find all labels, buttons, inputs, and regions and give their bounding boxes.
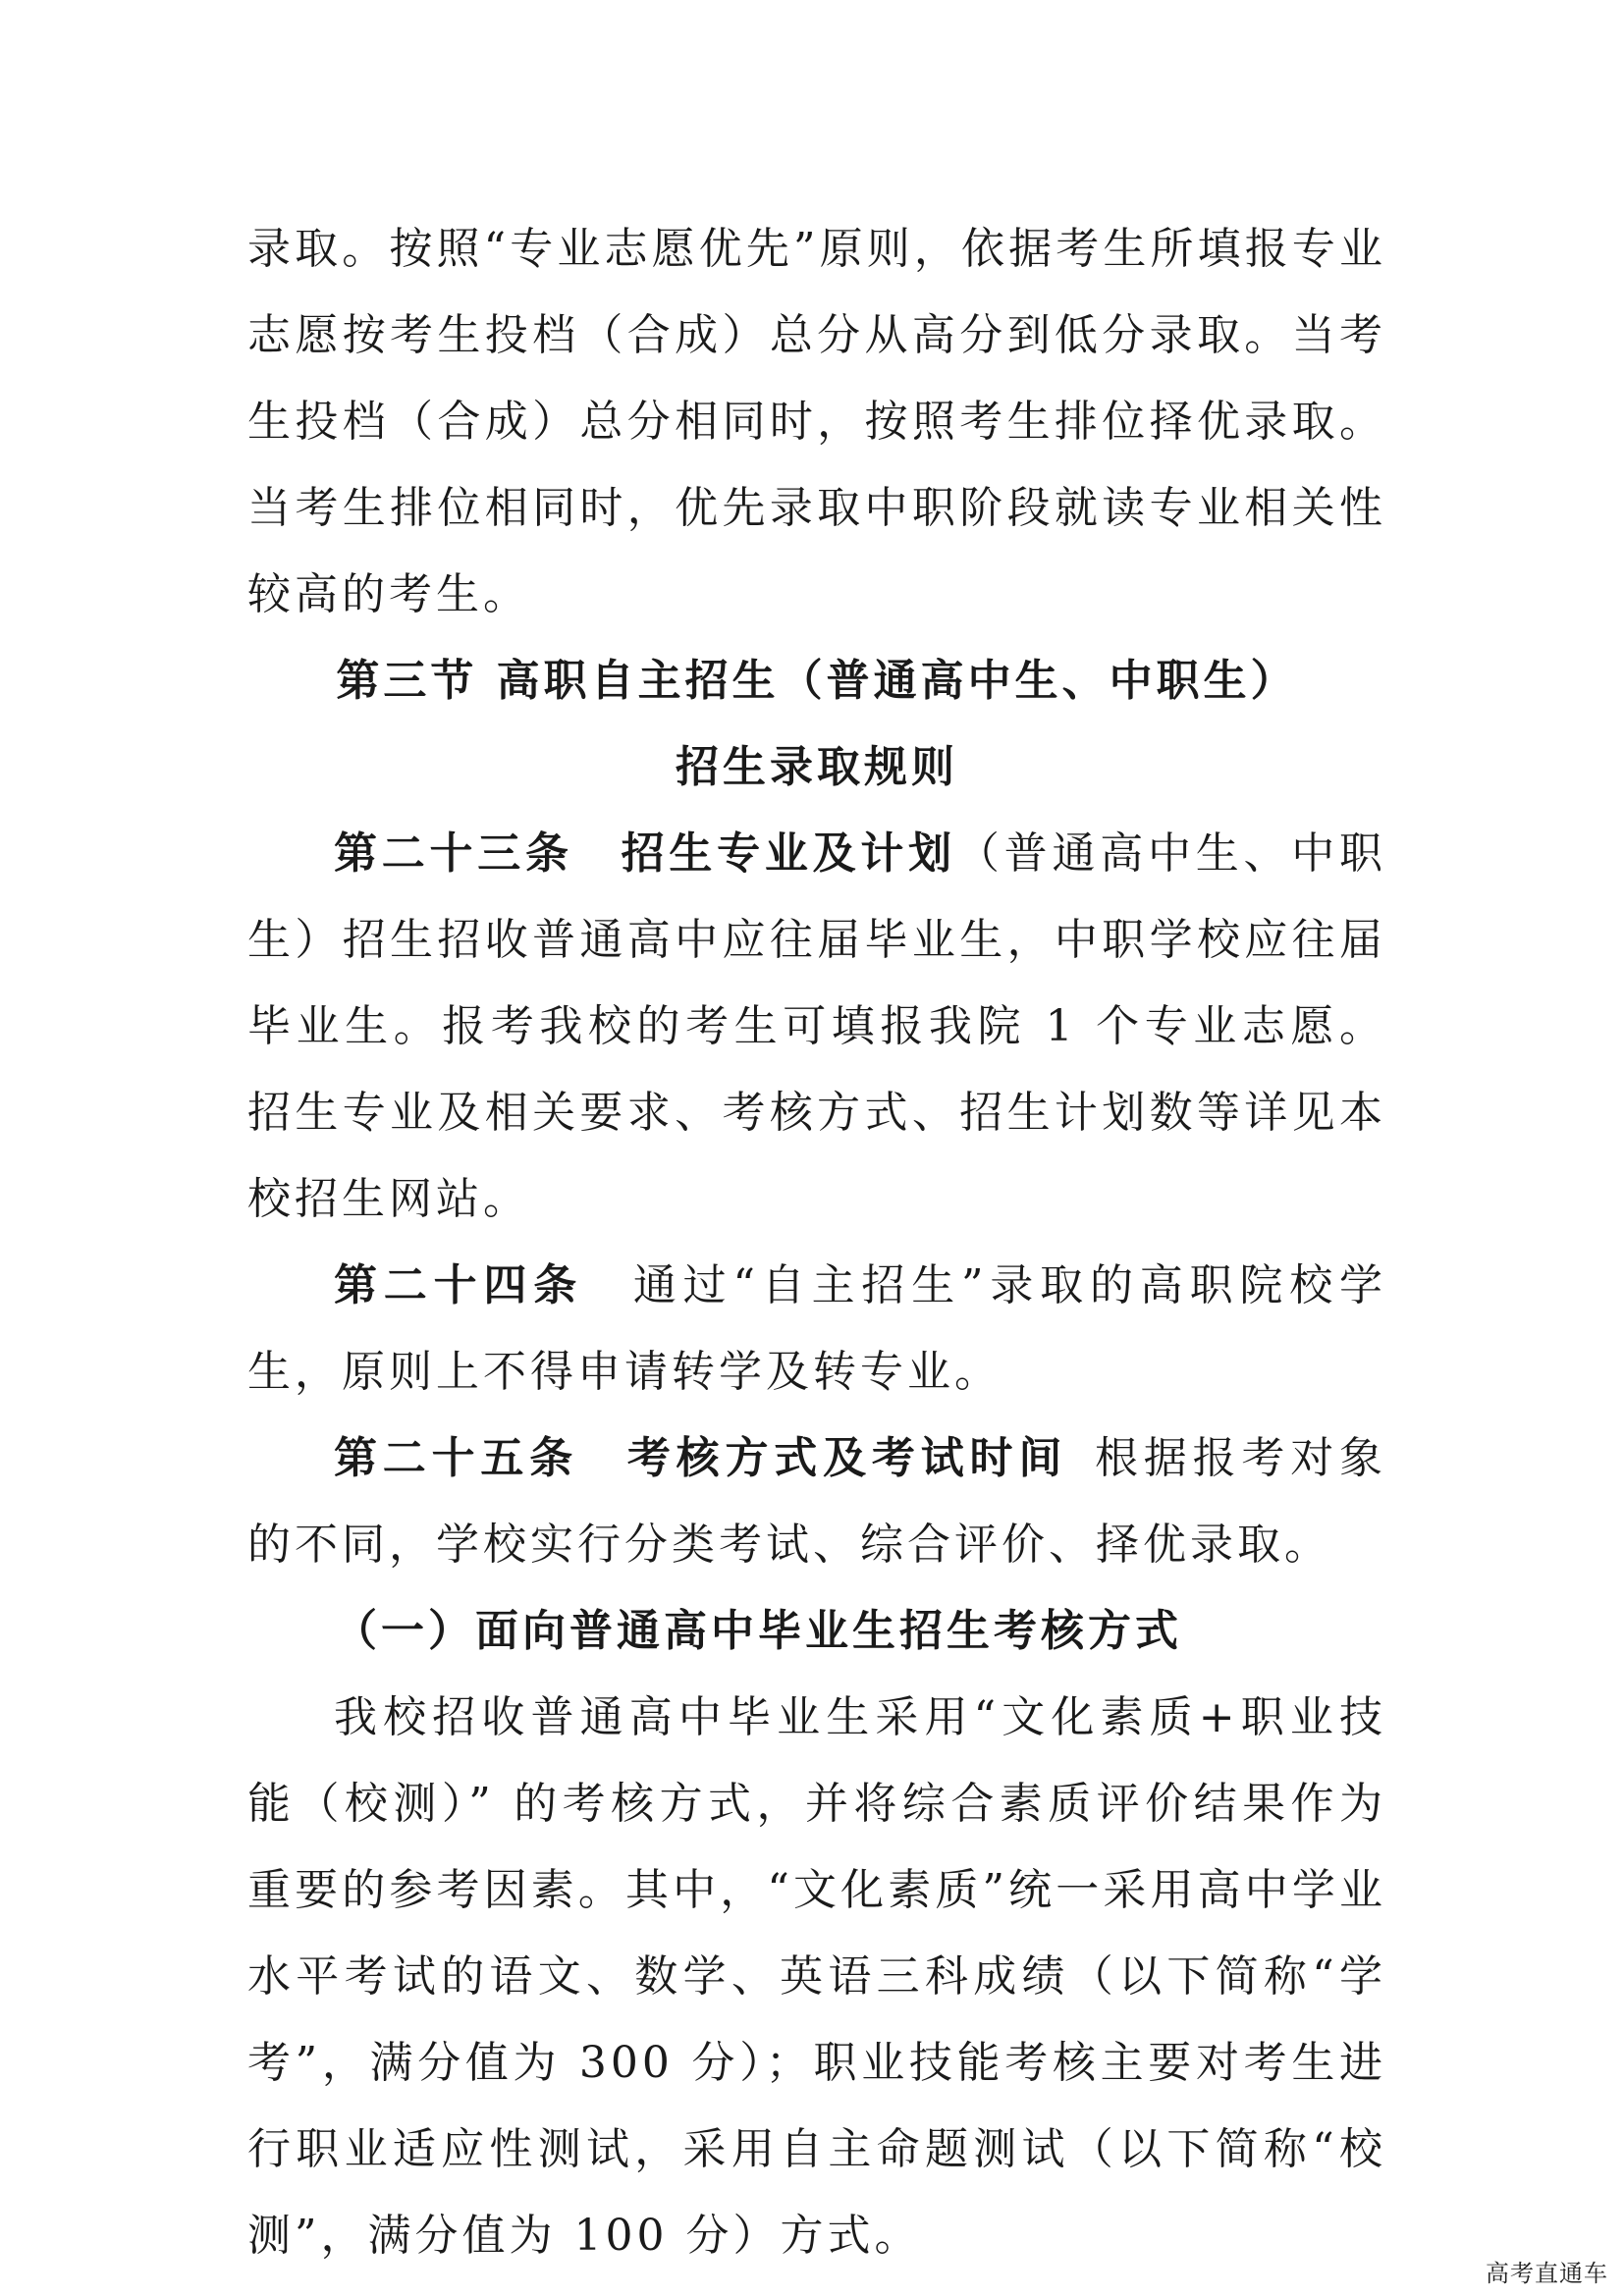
paragraph-assessment-method: 我校招收普通高中毕业生采用“文化素质+职业技能（校测）” 的考核方式，并将综合素质评价结果作为重要的参考因素。其中，“文化素质”统一采用高中学业水平考试的语文、数学、英语三科成绩（以下简称“学考”，满分值为 300 分）；职业技能考核主要对考生进行职业适应性测试，采用自主命题测试（以下简称“校测”，满分值为 100 分）方式。 bbox=[247, 1692, 1386, 2261]
article-24 bbox=[247, 1243, 1386, 1415]
article-25-text: 根据报考对象的不同，学校实行分类考试、综合评价、择优录取。 bbox=[247, 1433, 1387, 1570]
article-25 bbox=[247, 1415, 1386, 1588]
article-24-label: 第二十四条 bbox=[334, 1260, 584, 1310]
document-page bbox=[247, 206, 1386, 2279]
article-24-text: 通过“自主招生”录取的高职院校学生，原则上不得申请转学及转专业。 bbox=[247, 1260, 1387, 1397]
article-23 bbox=[247, 811, 1386, 1243]
subsection-heading-1: （一）面向普通高中毕业生招生考核方式 bbox=[334, 1606, 1182, 1656]
section-title-line1: 第三节 高职自主招生（普通高中生、中职生） bbox=[336, 656, 1298, 706]
article-25-title: 考核方式及考试时间 bbox=[625, 1433, 1068, 1483]
section-title-line2: 招生录取规则 bbox=[676, 742, 958, 792]
watermark-text: 高考直通车 bbox=[1486, 2260, 1608, 2287]
article-23-text: （普通高中生、中职生）招生招收普通高中应往届毕业生，中职学校应往届毕业生。报考我校的考生可填报我院 1 个专业志愿。招生专业及相关要求、考核方式、招生计划数等详见本校招生网站。 bbox=[247, 828, 1387, 1224]
article-23-title: 招生专业及计划 bbox=[620, 828, 956, 879]
article-23-label: 第二十三条 bbox=[334, 828, 573, 879]
article-25-label: 第二十五条 bbox=[334, 1433, 579, 1483]
paragraph-admission-principle: 录取。按照“专业志愿优先”原则，依据考生所填报专业志愿按考生投档（合成）总分从高分到低分录取。当考生投档（合成）总分相同时，按照考生排位择优录取。当考生排位相同时，优先录取中职阶段就读专业相关性较高的考生。 bbox=[247, 224, 1386, 619]
